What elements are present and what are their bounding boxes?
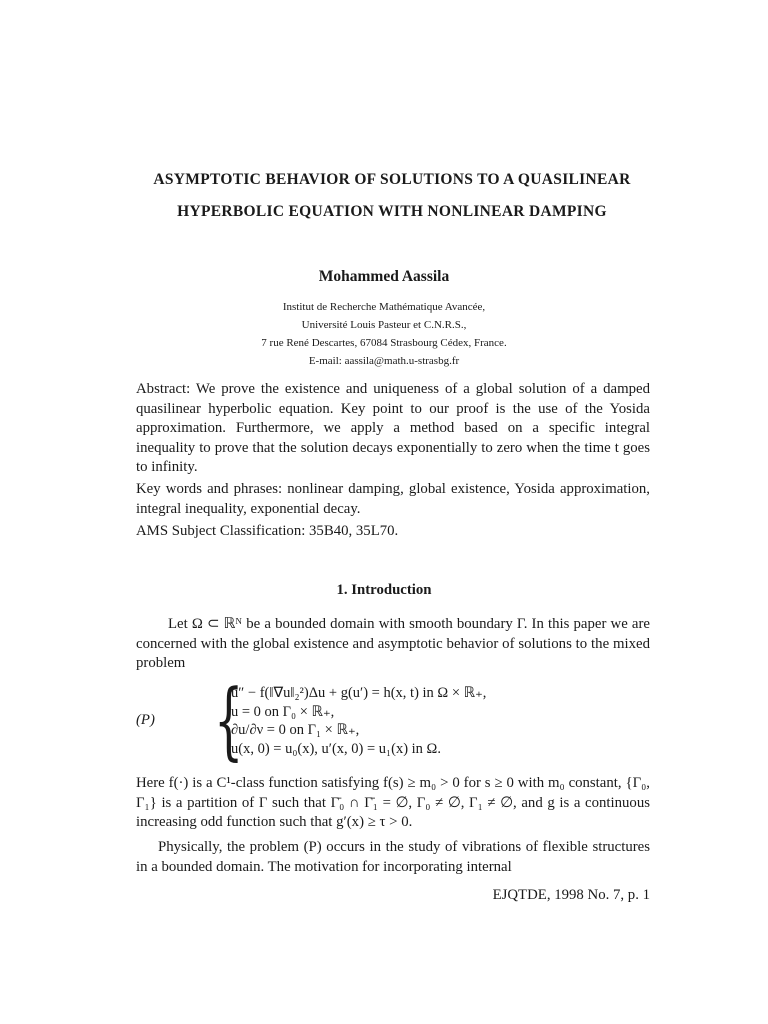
equation-line: u = 0 on Γ₀ × ℝ₊, — [231, 703, 335, 720]
section-heading: 1. Introduction — [336, 582, 432, 598]
physical-motivation-paragraph — [136, 838, 650, 877]
author-name: Mohammed Aassila — [318, 268, 450, 285]
abstract — [136, 380, 650, 478]
affiliation-line: 7 rue René Descartes, 67084 Strasbourg Cédex, France. — [261, 337, 507, 349]
page-footer: EJQTDE, 1998 No. 7, p. 1 — [492, 887, 650, 903]
author-email: E-mail: aassila@math.u-strasbg.fr — [308, 355, 460, 367]
left-brace: { — [214, 671, 244, 769]
problem-label: (P) — [136, 712, 155, 728]
equation-list — [231, 684, 486, 758]
intro-text: Let Ω ⊂ ℝᴺ be a bounded domain with smooth boundary Γ. In this paper we are concerned with the global existence and asymptotic behavior of solutions to the mixed problem — [136, 616, 650, 671]
ams-classification — [136, 522, 650, 542]
abstract-text: Abstract: We prove the existence and uniqueness of a global solution of a damped quasilinear hyperbolic equation. Key point to our proof is the use of the Yosida approximation. Furthermore, we apply a method based on a specific integral inequality to prove that the solution decays exponentially to zero when the time t goes to infinity. — [136, 381, 650, 475]
equation-line: u″ − f(‖∇u‖₂²)Δu + g(u′) = h(x, t) in Ω × ℝ₊, — [231, 685, 487, 701]
problem-system — [136, 671, 650, 769]
equation-line: u(x, 0) = u₀(x), u′(x, 0) = u₁(x) in Ω. — [231, 740, 441, 757]
intro-paragraph — [136, 615, 650, 674]
keywords — [136, 480, 650, 519]
affiliation-line: Université Louis Pasteur et C.N.R.S., — [301, 319, 467, 331]
affiliation-line: Institut de Recherche Mathématique Avancée, — [282, 301, 486, 313]
ams-text: AMS Subject Classification: 35B40, 35L70. — [136, 523, 399, 539]
conditions-text: Here f(·) is a C¹-class function satisfying f(s) ≥ m₀ > 0 for s ≥ 0 with m₀ constant, {Γ₀, Γ₁} is a partition of Γ such that Γ̄₀ ∩ Γ̄₁ = ∅, Γ₀ ≠ ∅, Γ₁ ≠ ∅, and g is a continuous increasing odd function such that g′(x) ≥ τ > 0. — [136, 775, 650, 830]
keywords-text: Key words and phrases: nonlinear damping, global existence, Yosida approximation, integral inequality, exponential decay. — [136, 481, 650, 517]
paper-title: ASYMPTOTIC BEHAVIOR OF SOLUTIONS TO A QUASILINEAR HYPERBOLIC EQUATION WITH NONLINEAR DAMPING — [153, 171, 631, 220]
physical-text: Physically, the problem (P) occurs in the study of vibrations of flexible structures in a bounded domain. The motivation for incorporating internal — [136, 839, 650, 875]
equation-line: ∂u/∂ν = 0 on Γ₁ × ℝ₊, — [231, 722, 360, 738]
affiliation — [0, 298, 768, 370]
conditions-paragraph — [136, 774, 650, 833]
